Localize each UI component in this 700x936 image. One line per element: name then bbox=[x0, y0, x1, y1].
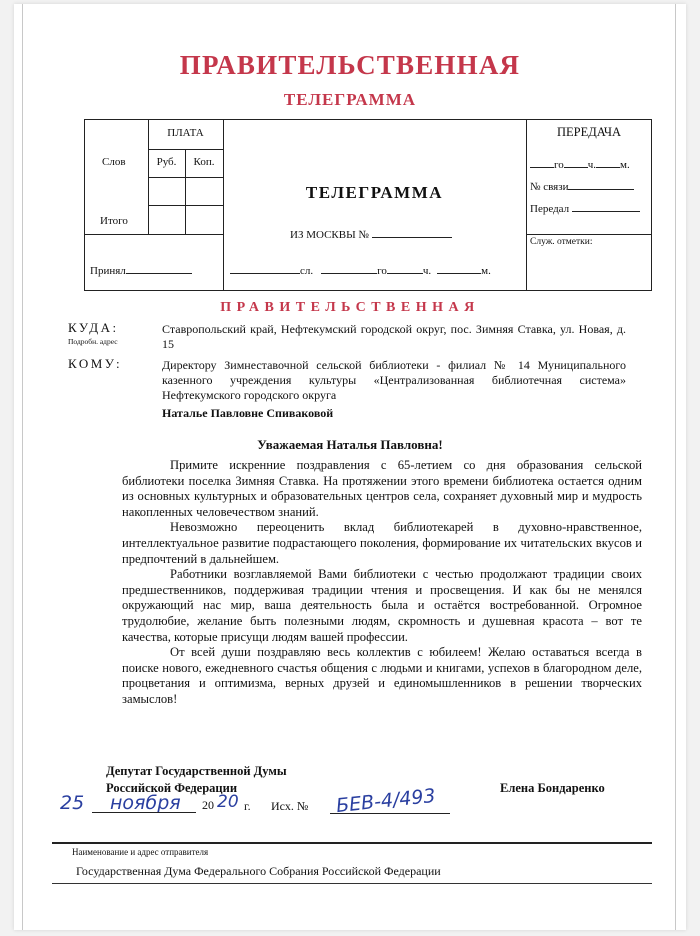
gov-label: ПРАВИТЕЛЬСТВЕННАЯ bbox=[220, 300, 480, 315]
date-month-line bbox=[110, 812, 196, 813]
date-day: 25 bbox=[60, 792, 85, 814]
slov-label: Слов bbox=[102, 156, 126, 168]
isx-number: БЕВ-4/493 bbox=[335, 784, 437, 818]
paragraph: Примите искренние поздравления с 65-летием со дня образования сельской библиотеки поселка Зимняя Ставка. На протяжении этого времени библиотека остается одним из основных культурных и образовательных центров села, сохраняет духовный мир и мудрость накопленных человечеством знаний. bbox=[122, 458, 642, 519]
prinyal-label: Принял bbox=[90, 265, 126, 277]
peredacha-time-line bbox=[530, 157, 630, 171]
iz-moskvy-label: ИЗ МОСКВЫ № bbox=[290, 229, 369, 241]
peredal-label: Передал bbox=[530, 203, 570, 215]
paragraph: Невозможно переоценить вклад библиотекарей в духовно-нравственное, интеллектуальное развитие подрастающего поколения, формирование их читательских вкусов и предпочтений в дальнейшем. bbox=[122, 520, 642, 566]
date-month: ноября bbox=[110, 792, 181, 814]
kuda-sublabel: Подробн. адрес bbox=[68, 337, 118, 346]
header-subtitle: ТЕЛЕГРАММА bbox=[283, 90, 417, 109]
rub-label: Руб. bbox=[156, 156, 177, 168]
date-year-suffix: 20 bbox=[217, 792, 239, 812]
message-body bbox=[122, 458, 642, 708]
footer-divider bbox=[52, 842, 652, 844]
send-time-line bbox=[230, 263, 491, 277]
telegram-sheet bbox=[14, 4, 686, 930]
date-year-prefix: 20 bbox=[202, 798, 214, 812]
date-g: г. bbox=[244, 799, 251, 813]
telegram-form bbox=[84, 119, 652, 291]
greeting: Уважаемая Наталья Павловна! bbox=[257, 437, 443, 452]
isx-label: Исх. № bbox=[271, 799, 309, 813]
peredacha-ch-label: ч. bbox=[587, 159, 597, 171]
itogo-label: Итого bbox=[100, 215, 128, 227]
kop-label: Коп. bbox=[193, 156, 215, 168]
right-border-line bbox=[675, 4, 676, 930]
sl-label: сл. bbox=[300, 265, 314, 277]
center-title: ТЕЛЕГРАММА bbox=[305, 183, 444, 202]
footer-bottom-line bbox=[52, 883, 652, 884]
peredacha-m-label: м. bbox=[620, 159, 630, 171]
no-svyazi-field bbox=[530, 179, 634, 193]
peredal-field bbox=[530, 201, 640, 215]
signer-position-line1: Депутат Государственной Думы bbox=[106, 764, 287, 778]
sluzh-label: Служ. отметки: bbox=[530, 237, 593, 247]
paragraph: Работники возглавляемой Вами библиотеки с честью продолжают традиции своих предшественников, поддерживая традиции чтения и просвещения. И как бы не менялся окружающий нас мир, ваша деятельность была и остаётся востребованной. Огромное трудолюбие, желание быть полезными людям, скромность и душевная красота – вот те качества, которые присущи людям вашей профессии. bbox=[122, 567, 642, 644]
no-svyazi-label: № связи bbox=[530, 181, 569, 193]
prinyal-field bbox=[90, 263, 192, 277]
go-label: го bbox=[377, 265, 387, 277]
ch-label: ч. bbox=[422, 265, 432, 277]
left-border-line bbox=[22, 4, 23, 930]
peredacha-label: ПЕРЕДАЧА bbox=[556, 125, 622, 139]
signer-position-line2: Российской Федерации bbox=[106, 781, 238, 795]
komu-name: Наталье Павловне Спиваковой bbox=[162, 406, 334, 420]
komu-label: КОМУ: bbox=[68, 356, 123, 371]
plata-label: ПЛАТА bbox=[167, 127, 204, 139]
sender-name: Государственная Дума Федерального Собрания Российской Федерации bbox=[76, 864, 441, 878]
iz-moskvy-field bbox=[290, 227, 452, 241]
header-title: ПРАВИТЕЛЬСТВЕННАЯ bbox=[179, 50, 521, 80]
komu-text: Директору Зимнеставочной сельской библиотеки - филиал № 14 Муниципального казенного учреждения культуры «Централизованная библиотечная система» Нефтекумского городского округа bbox=[162, 358, 626, 402]
sender-label: Наименование и адрес отправителя bbox=[72, 847, 209, 857]
m-label: м. bbox=[481, 265, 491, 277]
peredacha-go-label: го bbox=[554, 159, 564, 171]
signer-name: Елена Бондаренко bbox=[500, 781, 605, 795]
paragraph: От всей души поздравляю весь коллектив с юбилеем! Желаю оставаться всегда в поиске нового, ежедневного счастья общения с людьми и книгами, успехов в благородном деле, процветания и оптимизма, верных друзей и единомышленников в решении творческих замыслов! bbox=[122, 645, 642, 706]
isx-line bbox=[330, 813, 450, 814]
kuda-label: КУДА: bbox=[68, 320, 119, 335]
kuda-text: Ставропольский край, Нефтекумский городской округ, пос. Зимняя Ставка, ул. Новая, д. 15 bbox=[162, 322, 626, 351]
